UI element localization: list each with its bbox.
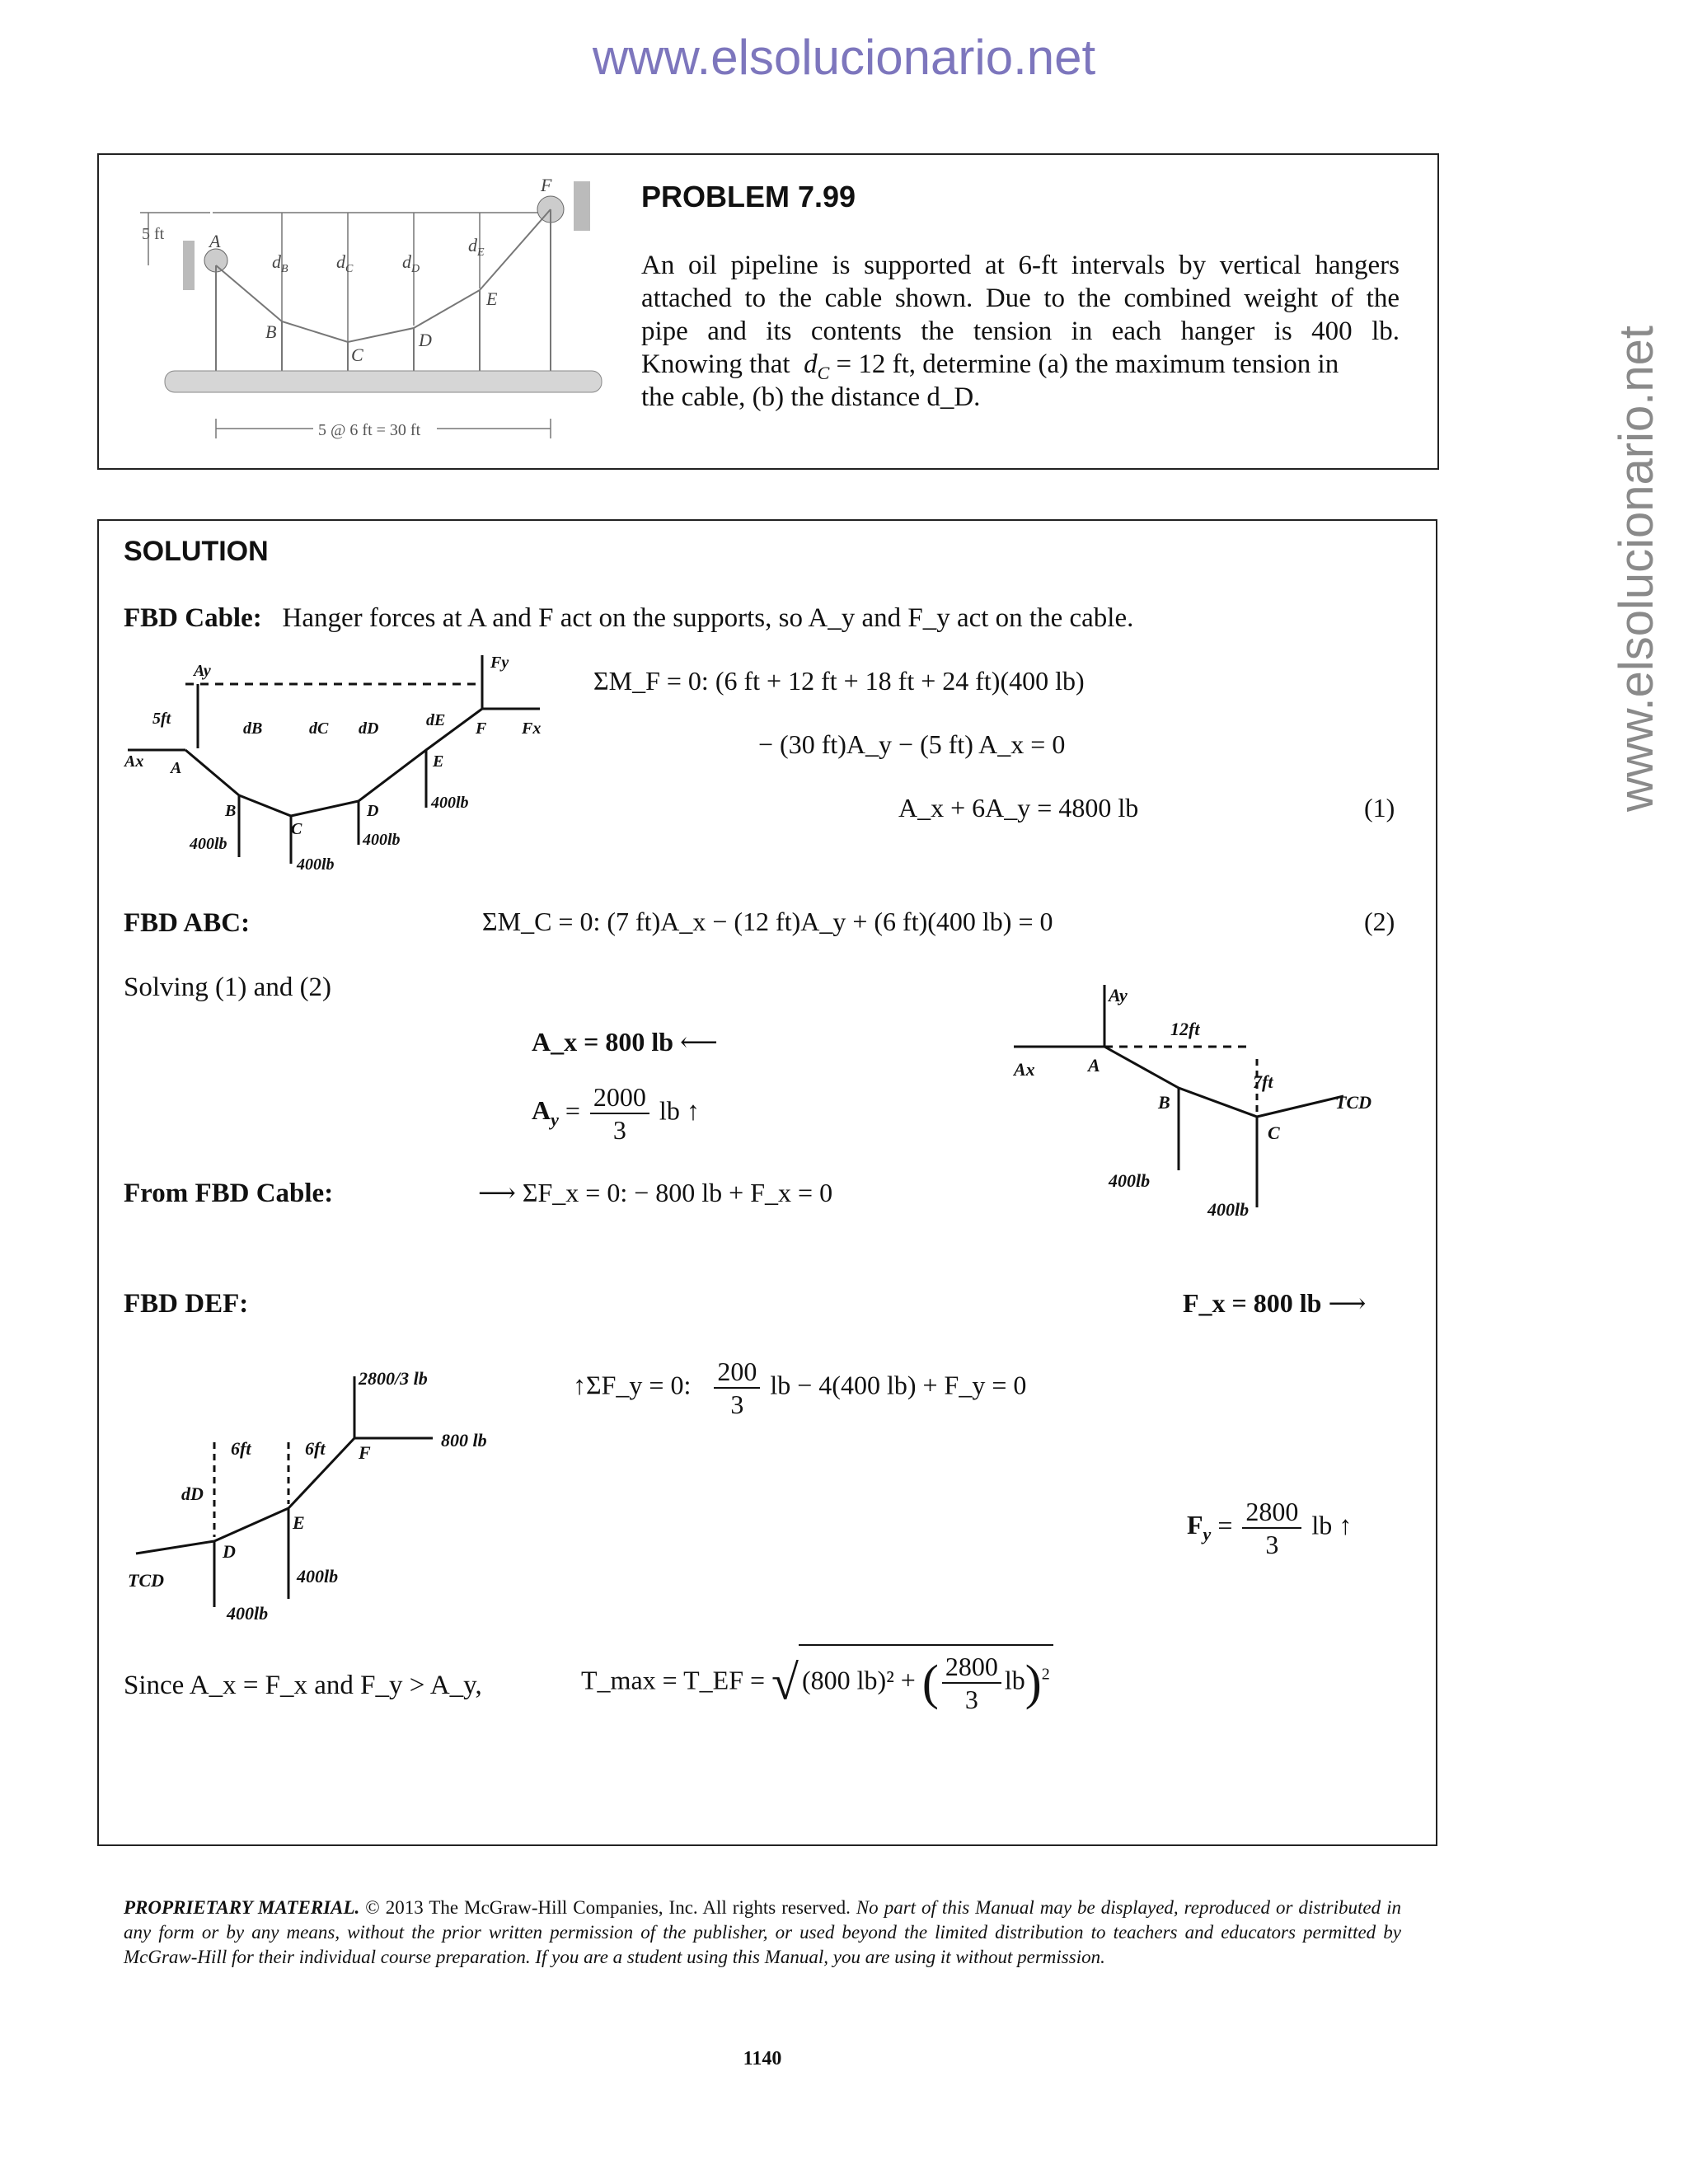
svg-text:400lb: 400lb — [297, 855, 335, 874]
svg-text:400lb: 400lb — [227, 1603, 269, 1624]
svg-text:7ft: 7ft — [1253, 1071, 1273, 1092]
svg-text:F: F — [476, 719, 487, 738]
svg-text:dE: $d_E$ — [468, 235, 485, 259]
solving-line: Solving (1) and (2) — [124, 972, 332, 1002]
svg-text:F: F — [541, 175, 552, 195]
svg-text:E: E — [433, 752, 444, 771]
svg-text:6ft: 6ft — [231, 1438, 251, 1459]
svg-text:D: D — [223, 1541, 236, 1562]
svg-text:dD: $d_D$ — [402, 251, 420, 275]
eq1-line-b: − (30 ft)A_y − (5 ft) A_x = 0 — [758, 729, 1066, 759]
dim-5ft-label: 5 ft — [142, 225, 165, 243]
svg-text:B: B — [1158, 1092, 1170, 1113]
pipeline-figure — [124, 173, 618, 453]
svg-text:dC: $d_C$ — [336, 251, 354, 275]
from-fbd-cable-label: From FBD Cable: — [124, 1179, 334, 1208]
ay-result: $A_y$ = $\frac{2000}{3}$ lb ↑ — [532, 1082, 700, 1145]
eq4: ↑ΣF_y = 0: $\frac{200}{3}$ lb − 4(400 lb) + F_y = 0 — [573, 1357, 1027, 1419]
sketch-abc-fbd — [1006, 981, 1418, 1220]
svg-text:A: A — [171, 759, 182, 777]
svg-text:Ay: Ay — [194, 662, 211, 680]
problem-line-5: the cable, (b) the distance d_D. — [641, 382, 981, 412]
solution-heading: SOLUTION — [124, 536, 269, 567]
svg-text:E: E — [293, 1512, 305, 1533]
svg-text:B: B — [265, 321, 277, 342]
svg-text:TCD: TCD — [1335, 1092, 1372, 1113]
svg-text:dB: $d_B$ — [272, 251, 288, 275]
svg-text:800 lb: 800 lb — [441, 1430, 487, 1451]
eq1-tag: (1) — [1364, 793, 1395, 823]
eq1-line-c: A_x + 6A_y = 4800 lb — [898, 793, 1139, 823]
fbd-def-label: FBD DEF: — [124, 1289, 249, 1319]
eq1-line-a: ΣM_F = 0: (6 ft + 12 ft + 18 ft + 24 ft)(400 lb) — [593, 666, 1085, 696]
ax-result: A_x = 800 lb ⟵ — [532, 1027, 718, 1057]
svg-text:2800/3 lb: 2800/3 lb — [359, 1368, 428, 1389]
eq3: ⟶ ΣF_x = 0: − 800 lb + F_x = 0 — [478, 1178, 833, 1207]
svg-text:C: C — [351, 344, 363, 365]
page-number: 1140 — [743, 2048, 782, 2069]
svg-text:A: A — [1088, 1055, 1100, 1076]
svg-text:D: D — [367, 802, 379, 820]
svg-text:TCD: TCD — [128, 1570, 164, 1591]
svg-text:C: C — [291, 820, 302, 838]
svg-text:Ax: Ax — [1014, 1059, 1035, 1080]
since-line: Since A_x = F_x and F_y > A_y, — [124, 1671, 482, 1700]
svg-text:D: D — [419, 330, 432, 350]
eq2-tag: (2) — [1364, 907, 1395, 936]
problem-line-4: Knowing that $d_C = 12$ ft, determine (a) the maximum tension in — [641, 349, 1339, 383]
problem-line-3: pipe and its contents the tension in each hanger is 400 lb. — [641, 316, 1400, 346]
svg-text:dE: dE — [426, 711, 446, 729]
svg-text:400lb: 400lb — [190, 835, 227, 853]
copyright-footer: PROPRIETARY MATERIAL. © 2013 The McGraw-Hill Companies, Inc. All rights reserved. No part of this Manual may be displayed, reproduced or distributed in any form or by any means, without the prior written permission of the publisher, or used beyond the limited distribution to teachers and educators permitted by McGraw-Hill for their individual course preparation. If you are a student using this Manual, you are using it without permission. — [124, 1897, 1401, 1967]
svg-text:A: A — [209, 231, 221, 251]
sketch-def-fbd — [120, 1360, 548, 1624]
svg-text:400lb: 400lb — [431, 794, 469, 812]
svg-text:6ft: 6ft — [305, 1438, 326, 1459]
svg-text:400lb: 400lb — [363, 831, 401, 849]
dim-span-label: 5 @ 6 ft = 30 ft — [318, 421, 421, 439]
svg-text:400lb: 400lb — [297, 1566, 339, 1586]
svg-text:F: F — [359, 1442, 371, 1463]
problem-line-2: attached to the cable shown. Due to the combined weight of the — [641, 284, 1400, 313]
sketch-cable-fbd — [120, 651, 565, 874]
svg-text:Fy: Fy — [490, 654, 509, 672]
fy-result: $F_y$ = $\frac{2800}{3}$ lb ↑ — [1187, 1497, 1353, 1559]
fbd-cable-line: FBD Cable: Hanger forces at A and F act on the supports, so A_y and F_y act on the cable. — [124, 603, 1134, 633]
problem-title: PROBLEM 7.99 — [641, 180, 856, 213]
svg-text:Ax: Ax — [124, 752, 144, 771]
svg-text:Ay: Ay — [1109, 985, 1128, 1005]
svg-text:dC: dC — [309, 719, 329, 738]
fbd-abc-label: FBD ABC: — [124, 908, 251, 938]
svg-text:C: C — [1268, 1122, 1280, 1143]
svg-text:B: B — [225, 802, 237, 820]
svg-text:400lb: 400lb — [1109, 1170, 1151, 1191]
svg-text:400lb: 400lb — [1207, 1199, 1250, 1220]
svg-text:E: E — [486, 288, 498, 309]
fx-result: F_x = 800 lb ⟶ — [1183, 1288, 1367, 1318]
svg-text:5ft: 5ft — [152, 710, 171, 728]
problem-line-1: An oil pipeline is supported at 6-ft intervals by vertical hangers — [641, 251, 1400, 280]
svg-text:Fx: Fx — [522, 719, 542, 738]
watermark-top: www.elsolucionario.net — [592, 30, 1096, 85]
eq2: ΣM_C = 0: (7 ft)A_x − (12 ft)A_y + (6 ft)(400 lb) = 0 — [482, 907, 1053, 936]
tmax-eq: T_max = T_EF = √ (800 lb)² + ( $\frac{2800}{3}$ lb)$^2$ — [581, 1644, 1053, 1715]
svg-text:dD: dD — [359, 719, 379, 738]
svg-text:dB: dB — [243, 719, 263, 738]
svg-text:dD: dD — [181, 1483, 204, 1504]
svg-text:12ft: 12ft — [1170, 1019, 1200, 1039]
